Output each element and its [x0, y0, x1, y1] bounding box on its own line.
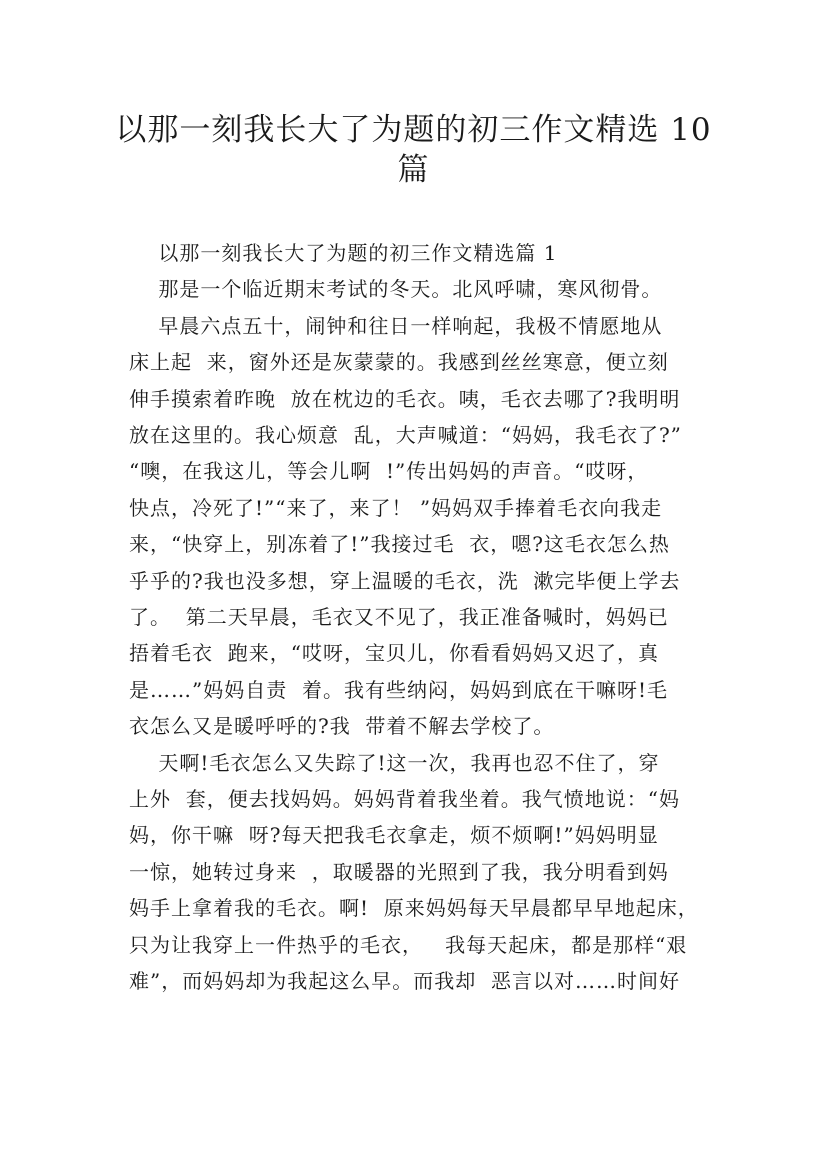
text-line: 上外 套，便去找妈妈。妈妈背着我坐着。我气愤地说：“妈 — [129, 787, 680, 811]
text-line: 难”，而妈妈却为我起这么早。而我却 恶言以对……时间好 — [129, 969, 680, 993]
text-line: 妈，你干嘛 呀?每天把我毛衣拿走，烦不烦啊!”妈妈明显 — [129, 823, 659, 848]
text-line: 只为让我穿上一件热乎的毛衣， 我每天起床，都是那样“艰 — [129, 932, 688, 957]
title-line-1: 以那一刻我长大了为题的初三作文精选 10 — [115, 112, 712, 148]
text-line: 乎乎的?我也没多想，穿上温暖的毛衣，洗 漱完毕便上学去 — [129, 568, 681, 593]
text-line: 一惊，她转过身来 ，取暖器的光照到了我，我分明看到妈 — [129, 859, 669, 884]
text-line: 快点，冷死了!”“来了，来了！ ”妈妈双手捧着毛衣向我走 — [129, 495, 663, 520]
text-line: 天啊!毛衣怎么又失踪了!这一次，我再也忍不住了，穿 — [129, 750, 660, 775]
text-line: 早晨六点五十，闹钟和往日一样响起，我极不情愿地从 — [129, 313, 663, 338]
text-line: 是……”妈妈自责 着。我有些纳闷，妈妈到底在干嘛呀!毛 — [129, 677, 668, 702]
text-line: 床上起 来，窗外还是灰蒙蒙的。我感到丝丝寒意，便立刻 — [129, 350, 669, 375]
text-line: “噢，在我这儿，等会儿啊 !”传出妈妈的声音。“哎呀， — [129, 459, 649, 484]
text-line: 了。 第二天早晨，毛衣又不见了，我正准备喊时，妈妈已 — [129, 605, 669, 629]
text-line: 以那一刻我长大了为题的初三作文精选篇 1 — [129, 241, 558, 265]
text-line: 那是一个临近期末考试的冬天。北风呼啸，寒风彻骨。 — [129, 277, 663, 302]
text-line: 来，“快穿上，别冻着了!”我接过毛 衣，嗯?这毛衣怎么热 — [129, 532, 670, 557]
text-line: 伸手摸索着昨晚 放在枕边的毛衣。咦，毛衣去哪了?我明明 — [129, 386, 681, 411]
title-line-2: 篇 — [397, 152, 430, 188]
text-line: 放在这里的。我心烦意 乱，大声喊道：“妈妈，我毛衣了?” — [129, 423, 682, 447]
text-line: 衣怎么又是暖呼呼的?我 带着不解去学校了。 — [129, 714, 555, 739]
text-line: 妈手上拿着我的毛衣。啊! 原来妈妈每天早晨都早早地起床， — [129, 896, 699, 921]
text-line: 捂着毛衣 跑来，“哎呀，宝贝儿，你看看妈妈又迟了，真 — [129, 641, 659, 666]
